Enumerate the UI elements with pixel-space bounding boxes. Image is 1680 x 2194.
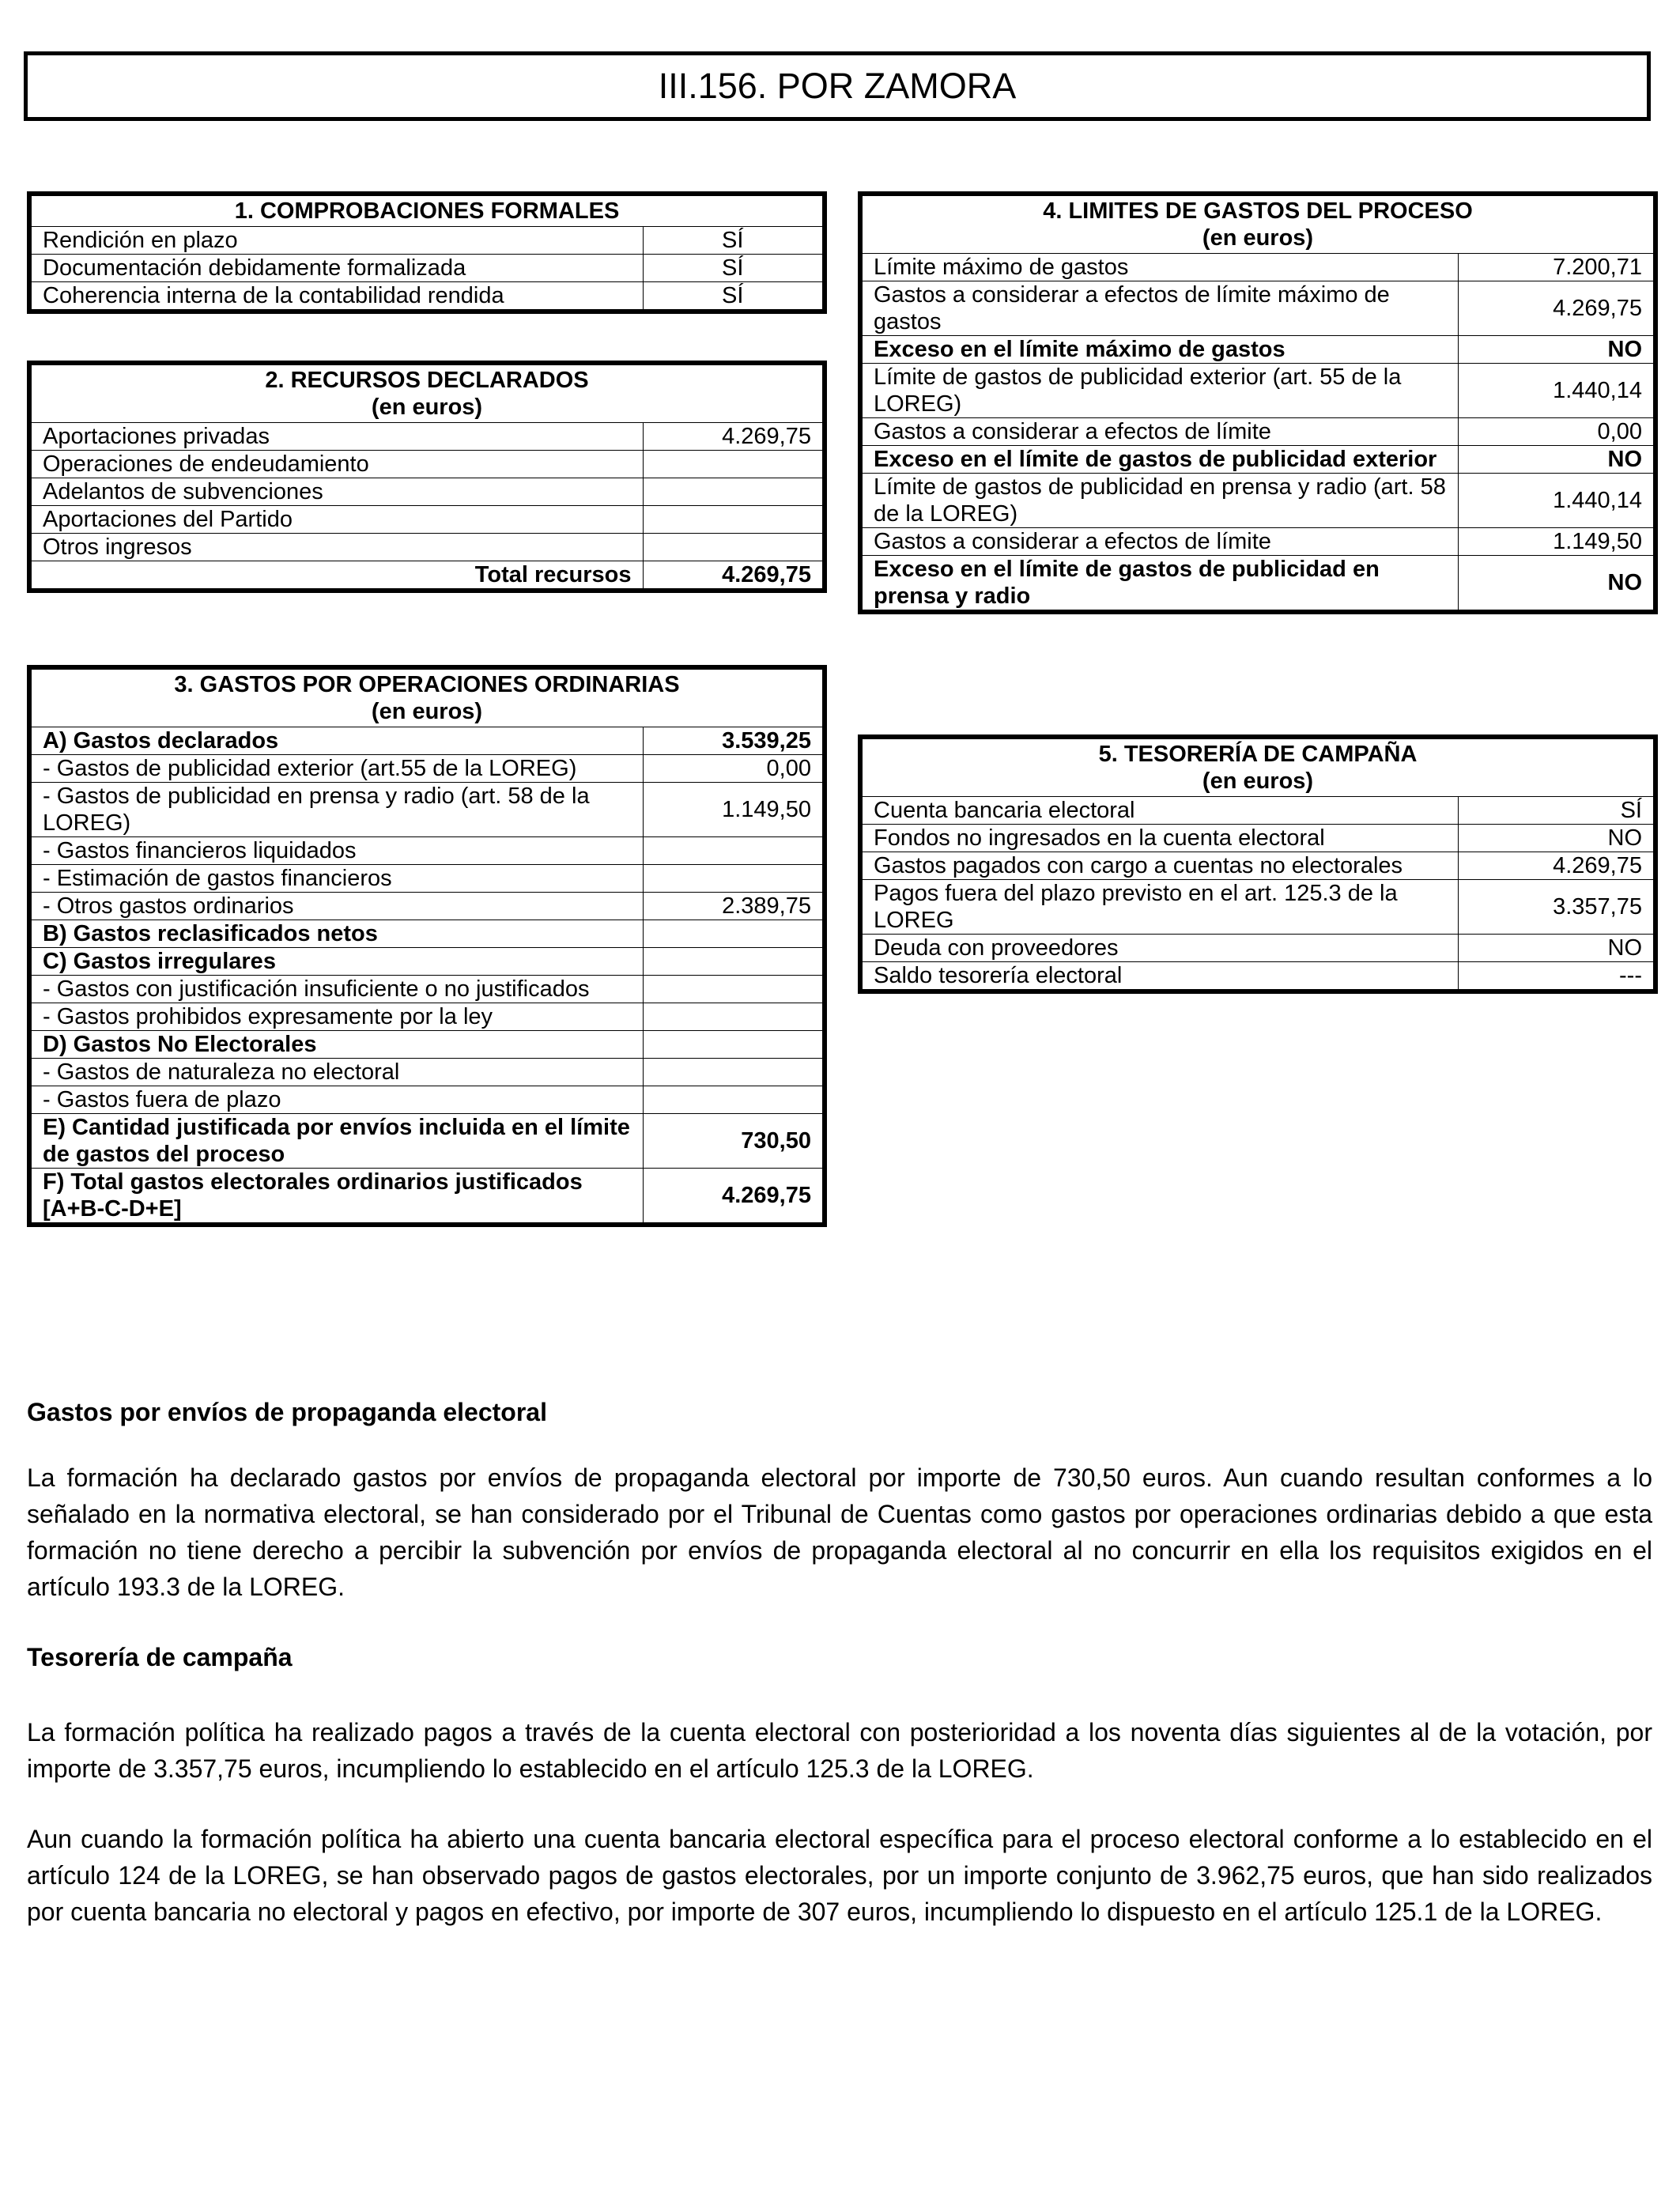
row-label: - Estimación de gastos financieros bbox=[29, 865, 643, 893]
table-row bbox=[860, 446, 1655, 474]
row-value bbox=[643, 478, 825, 506]
row-value: NO bbox=[1458, 556, 1655, 613]
formal-checks-table bbox=[27, 191, 827, 314]
row-label: Adelantos de subvenciones bbox=[29, 478, 643, 506]
row-value: 730,50 bbox=[643, 1114, 825, 1169]
table-row bbox=[29, 1169, 825, 1225]
row-value: 3.357,75 bbox=[1458, 880, 1655, 935]
row-label: - Gastos de publicidad en prensa y radio (art. 58 de la LOREG) bbox=[29, 783, 643, 837]
row-label: - Gastos prohibidos expresamente por la ley bbox=[29, 1003, 643, 1031]
total-value: 4.269,75 bbox=[643, 561, 825, 591]
row-value bbox=[643, 506, 825, 534]
row-label: Documentación debidamente formalizada bbox=[29, 255, 643, 282]
row-value bbox=[643, 1003, 825, 1031]
row-label: Pagos fuera del plazo previsto en el art. 125.3 de la LOREG bbox=[860, 880, 1458, 935]
row-value bbox=[643, 920, 825, 948]
paragraph-treasury-1: La formación política ha realizado pagos a través de la cuenta electoral con posterioridad a los noventa días siguientes al de la votación, por importe de 3.357,75 euros, incumpliendo lo establecido en el artículo 125.3 de la LOREG. bbox=[27, 1718, 1652, 1783]
row-value: 1.440,14 bbox=[1458, 474, 1655, 528]
row-label: Operaciones de endeudamiento bbox=[29, 451, 643, 478]
table-row bbox=[29, 1086, 825, 1114]
table-row bbox=[29, 1059, 825, 1086]
row-label: Cuenta bancaria electoral bbox=[860, 797, 1458, 825]
total-row bbox=[29, 561, 825, 591]
total-label: Total recursos bbox=[29, 561, 643, 591]
row-label: Exceso en el límite de gastos de publicidad exterior bbox=[860, 446, 1458, 474]
row-value: 0,00 bbox=[1458, 418, 1655, 446]
row-label: Aportaciones privadas bbox=[29, 423, 643, 451]
table-row bbox=[29, 976, 825, 1003]
row-label: Límite de gastos de publicidad en prensa y radio (art. 58 de la LOREG) bbox=[860, 474, 1458, 528]
row-label: Exceso en el límite máximo de gastos bbox=[860, 336, 1458, 364]
table-row bbox=[29, 1003, 825, 1031]
row-value: 3.539,25 bbox=[643, 727, 825, 755]
table-row bbox=[860, 281, 1655, 336]
row-value: SÍ bbox=[643, 255, 825, 282]
row-value: --- bbox=[1458, 962, 1655, 992]
row-label: - Otros gastos ordinarios bbox=[29, 893, 643, 920]
table-header-title: 2. RECURSOS DECLARADOS bbox=[265, 368, 589, 393]
row-value: NO bbox=[1458, 825, 1655, 852]
table-row bbox=[29, 282, 825, 312]
table-header-title: 5. TESORERÍA DE CAMPAÑA bbox=[1098, 742, 1418, 767]
page-title bbox=[24, 51, 1651, 121]
table-row bbox=[29, 893, 825, 920]
table-row bbox=[860, 962, 1655, 992]
table-header-sub: (en euros) bbox=[1202, 225, 1314, 251]
row-value: SÍ bbox=[643, 227, 825, 255]
row-value: 4.269,75 bbox=[1458, 852, 1655, 880]
row-label: - Gastos fuera de plazo bbox=[29, 1086, 643, 1114]
page-title-text: III.156. POR ZAMORA bbox=[658, 66, 1017, 106]
row-value: 1.149,50 bbox=[643, 783, 825, 837]
row-value bbox=[643, 865, 825, 893]
table-header bbox=[29, 363, 825, 423]
table-row bbox=[860, 254, 1655, 281]
row-value: SÍ bbox=[643, 282, 825, 312]
table-row bbox=[860, 336, 1655, 364]
row-label: - Gastos financieros liquidados bbox=[29, 837, 643, 865]
row-value: 7.200,71 bbox=[1458, 254, 1655, 281]
row-label: Saldo tesorería electoral bbox=[860, 962, 1458, 992]
row-value bbox=[643, 534, 825, 561]
table-header: 1. COMPROBACIONES FORMALES bbox=[29, 194, 825, 227]
paragraph-mailing: La formación ha declarado gastos por envíos de propaganda electoral por importe de 730,50 euros. Aun cuando resultan conformes a lo señalado en la normativa electoral, se han considerado por el Tribunal de Cuentas como gastos por operaciones ordinarias debido a que esta formación no tiene derecho a percibir la subvención por envíos de propaganda electoral al no concurrir en ella los requisitos exigidos en el artículo 193.3 de la LOREG. bbox=[27, 1463, 1652, 1601]
row-value: 4.269,75 bbox=[643, 1169, 825, 1225]
table-header bbox=[860, 737, 1655, 797]
table-row bbox=[29, 783, 825, 837]
table-row bbox=[29, 534, 825, 561]
row-value: NO bbox=[1458, 935, 1655, 962]
row-label: Fondos no ingresados en la cuenta electoral bbox=[860, 825, 1458, 852]
row-label: - Gastos de naturaleza no electoral bbox=[29, 1059, 643, 1086]
row-label: Límite de gastos de publicidad exterior (art. 55 de la LOREG) bbox=[860, 364, 1458, 418]
row-label: Exceso en el límite de gastos de publicidad en prensa y radio bbox=[860, 556, 1458, 613]
row-value bbox=[643, 976, 825, 1003]
table-row bbox=[29, 255, 825, 282]
row-label: B) Gastos reclasificados netos bbox=[29, 920, 643, 948]
paragraph-treasury-2: Aun cuando la formación política ha abierto una cuenta bancaria electoral específica para el proceso electoral conforme a lo establecido en el artículo 124 de la LOREG, se han observado pagos de gastos electorales, por un importe conjunto de 3.962,75 euros, que han sido realizados por cuenta bancaria no electoral y pagos en efectivo, por importe de 307 euros, incumpliendo lo dispuesto en el artículo 125.1 de la LOREG. bbox=[27, 1825, 1652, 1926]
table-header-title: 4. LIMITES DE GASTOS DEL PROCESO bbox=[1043, 198, 1473, 224]
row-label: E) Cantidad justificada por envíos incluida en el límite de gastos del proceso bbox=[29, 1114, 643, 1169]
table-header-title: 3. GASTOS POR OPERACIONES ORDINARIAS bbox=[174, 672, 680, 697]
row-label: Límite máximo de gastos bbox=[860, 254, 1458, 281]
row-value: 0,00 bbox=[643, 755, 825, 783]
row-label: Aportaciones del Partido bbox=[29, 506, 643, 534]
row-value: NO bbox=[1458, 336, 1655, 364]
row-value bbox=[643, 1031, 825, 1059]
table-row bbox=[860, 797, 1655, 825]
table-row bbox=[29, 1114, 825, 1169]
row-label: Rendición en plazo bbox=[29, 227, 643, 255]
table-row bbox=[860, 364, 1655, 418]
table-row bbox=[860, 556, 1655, 613]
table-row bbox=[860, 935, 1655, 962]
row-label: Coherencia interna de la contabilidad rendida bbox=[29, 282, 643, 312]
table-row bbox=[860, 528, 1655, 556]
table-row bbox=[29, 755, 825, 783]
row-value bbox=[643, 948, 825, 976]
table-row bbox=[29, 1031, 825, 1059]
row-value bbox=[643, 1059, 825, 1086]
table-row bbox=[29, 865, 825, 893]
table-header-sub: (en euros) bbox=[371, 395, 483, 420]
table-row bbox=[29, 423, 825, 451]
row-label: Otros ingresos bbox=[29, 534, 643, 561]
row-label: Deuda con proveedores bbox=[860, 935, 1458, 962]
row-value: 1.440,14 bbox=[1458, 364, 1655, 418]
table-row bbox=[860, 880, 1655, 935]
table-row bbox=[860, 418, 1655, 446]
section-heading-treasury: Tesorería de campaña bbox=[27, 1643, 293, 1671]
table-row bbox=[29, 478, 825, 506]
row-label: C) Gastos irregulares bbox=[29, 948, 643, 976]
row-label: Gastos a considerar a efectos de límite bbox=[860, 418, 1458, 446]
row-label: F) Total gastos electorales ordinarios justificados [A+B-C-D+E] bbox=[29, 1169, 643, 1225]
row-value: 4.269,75 bbox=[643, 423, 825, 451]
table-row bbox=[29, 727, 825, 755]
table-row bbox=[29, 451, 825, 478]
table-row bbox=[29, 920, 825, 948]
table-row bbox=[29, 506, 825, 534]
row-value: 1.149,50 bbox=[1458, 528, 1655, 556]
row-label: Gastos a considerar a efectos de límite máximo de gastos bbox=[860, 281, 1458, 336]
table-row bbox=[860, 852, 1655, 880]
row-label: - Gastos con justificación insuficiente o no justificados bbox=[29, 976, 643, 1003]
table-row bbox=[29, 227, 825, 255]
declared-resources-table bbox=[27, 361, 827, 593]
row-value bbox=[643, 837, 825, 865]
spending-limits-table bbox=[858, 191, 1658, 614]
row-label: D) Gastos No Electorales bbox=[29, 1031, 643, 1059]
table-row bbox=[860, 474, 1655, 528]
row-value: 2.389,75 bbox=[643, 893, 825, 920]
table-header bbox=[860, 194, 1655, 254]
section-heading-mailing: Gastos por envíos de propaganda electoral bbox=[27, 1398, 547, 1426]
table-row bbox=[29, 948, 825, 976]
row-value bbox=[643, 1086, 825, 1114]
row-label: - Gastos de publicidad exterior (art.55 de la LOREG) bbox=[29, 755, 643, 783]
table-header-sub: (en euros) bbox=[1202, 768, 1314, 794]
table-header-sub: (en euros) bbox=[371, 699, 483, 724]
row-value: NO bbox=[1458, 446, 1655, 474]
ordinary-expenses-table bbox=[27, 665, 827, 1227]
row-value: 4.269,75 bbox=[1458, 281, 1655, 336]
table-row bbox=[860, 825, 1655, 852]
row-value bbox=[643, 451, 825, 478]
table-row bbox=[29, 837, 825, 865]
row-label: A) Gastos declarados bbox=[29, 727, 643, 755]
campaign-treasury-table bbox=[858, 734, 1658, 994]
table-header bbox=[29, 667, 825, 727]
row-label: Gastos a considerar a efectos de límite bbox=[860, 528, 1458, 556]
row-value: SÍ bbox=[1458, 797, 1655, 825]
row-label: Gastos pagados con cargo a cuentas no electorales bbox=[860, 852, 1458, 880]
